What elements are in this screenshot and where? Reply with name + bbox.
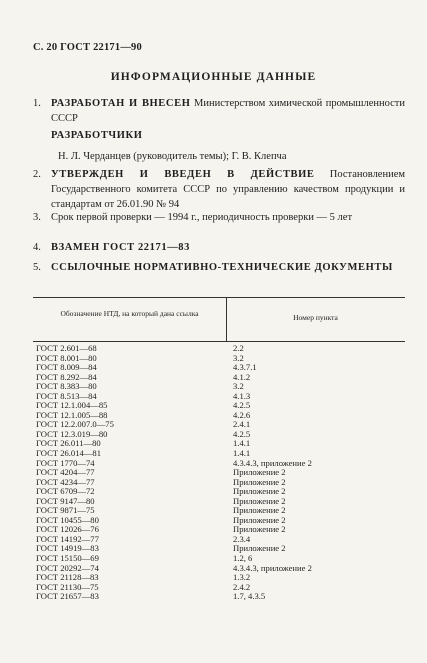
- item-3: [33, 210, 405, 240]
- item-caps: УТВЕРЖДЕН И ВВЕДЕН В ДЕЙСТВИЕ: [51, 169, 315, 180]
- item-number: 3.: [33, 212, 41, 223]
- clause-number: 4.2.6: [233, 409, 251, 420]
- clause-number: 4.3.4.3, приложение 2: [233, 562, 312, 573]
- developers-heading: РАЗРАБОТЧИКИ: [51, 130, 143, 141]
- clause-number: 1.3.2: [233, 572, 251, 583]
- clause-number: Приложение 2: [233, 505, 286, 516]
- ntd-designation: ГОСТ 21130—75: [36, 581, 99, 592]
- item-number: 4.: [33, 242, 41, 253]
- item-number: 2.: [33, 169, 41, 180]
- ntd-designation: ГОСТ 12.1.004—85: [36, 400, 108, 411]
- clause-number: 1.4.1: [233, 438, 251, 449]
- table-header-rule: [33, 341, 405, 342]
- ntd-designation: ГОСТ 6709—72: [36, 486, 95, 497]
- item-caps: РАЗРАБОТАН И ВНЕСЕН: [51, 98, 191, 109]
- ntd-designation: ГОСТ 12026—76: [36, 524, 99, 535]
- clause-number: Приложение 2: [233, 476, 286, 487]
- item-text: Постановлением Государственного комитета СССР по управлению качеством продукции и стандартам от 26.01.90 № 94: [51, 169, 406, 210]
- table-header-designation: Обозначение НТД, на который дана ссылка: [60, 309, 199, 318]
- table-header-clause: Номер пункта: [293, 313, 338, 322]
- clause-number: 4.2.5: [233, 400, 251, 411]
- page-header: С. 20 ГОСТ 22171—90: [33, 42, 142, 53]
- clause-number: 1.2, 6: [233, 553, 253, 564]
- table-row: [33, 592, 405, 602]
- ntd-designation: ГОСТ 4204—77: [36, 467, 95, 478]
- clause-number: 4.1.3: [233, 390, 251, 401]
- item-caps: ССЫЛОЧНЫЕ НОРМАТИВНО-ТЕХНИЧЕСКИЕ ДОКУМЕНТЫ: [51, 262, 393, 273]
- item-text: Министерством химической промышленности СССР: [51, 98, 405, 124]
- clause-number: 4.3.4.3, приложение 2: [233, 457, 312, 468]
- ntd-designation: ГОСТ 8.001—80: [36, 352, 97, 363]
- clause-number: Приложение 2: [233, 467, 286, 478]
- ntd-designation: ГОСТ 26.011—80: [36, 438, 101, 449]
- clause-number: 1.7, 4.3.5: [233, 591, 266, 602]
- ntd-designation: ГОСТ 10455—80: [36, 514, 99, 525]
- clause-number: Приложение 2: [233, 495, 286, 506]
- ntd-designation: ГОСТ 26.014—81: [36, 448, 102, 459]
- clause-number: Приложение 2: [233, 486, 286, 497]
- ntd-designation: ГОСТ 12.3.019—80: [36, 428, 108, 439]
- ntd-designation: ГОСТ 21128—83: [36, 572, 99, 583]
- ntd-designation: ГОСТ 8.009—84: [36, 362, 97, 373]
- ntd-designation: ГОСТ 1770—74: [36, 457, 95, 468]
- item-number: 5.: [33, 262, 41, 273]
- ntd-designation: ГОСТ 2.601—68: [36, 343, 97, 353]
- table-top-rule: [33, 297, 405, 298]
- clause-number: 1.4.1: [233, 448, 251, 459]
- clause-number: 3.2: [233, 381, 244, 392]
- ntd-designation: ГОСТ 8.513—84: [36, 390, 97, 401]
- clause-number: 4.2.5: [233, 428, 251, 439]
- ntd-designation: ГОСТ 9147—80: [36, 495, 95, 506]
- item-caps: ВЗАМЕН ГОСТ 22171—83: [51, 242, 191, 253]
- item-text: Срок первой проверки — 1994 г., периодичность проверки — 5 лет: [51, 212, 353, 223]
- ntd-designation: ГОСТ 9871—75: [36, 505, 95, 516]
- item-4: [33, 240, 405, 255]
- ntd-designation: ГОСТ 21657—83: [36, 591, 99, 602]
- clause-number: 4.3.7.1: [233, 362, 257, 373]
- ntd-designation: ГОСТ 4234—77: [36, 476, 95, 487]
- clause-number: 2.4.2: [233, 581, 251, 592]
- ntd-designation: ГОСТ 8.292—84: [36, 371, 97, 382]
- table-body: [33, 344, 405, 602]
- ntd-designation: ГОСТ 12.2.007.0—75: [36, 419, 114, 430]
- item-number: 1.: [33, 98, 41, 109]
- clause-number: 2.4.1: [233, 419, 251, 430]
- item-1: [33, 96, 405, 126]
- ntd-designation: ГОСТ 14192—77: [36, 533, 99, 544]
- ntd-designation: ГОСТ 14919—83: [36, 543, 99, 554]
- clause-number: 4.1.2: [233, 371, 251, 382]
- clause-number: 2.2: [233, 343, 244, 353]
- page-title: ИНФОРМАЦИОННЫЕ ДАННЫЕ: [110, 71, 317, 83]
- item-2: [33, 167, 405, 212]
- ntd-designation: ГОСТ 15150—69: [36, 553, 99, 564]
- clause-number: Приложение 2: [233, 543, 286, 554]
- item-5: [33, 260, 405, 290]
- clause-number: Приложение 2: [233, 524, 286, 535]
- ntd-designation: ГОСТ 8.383—80: [36, 381, 97, 392]
- clause-number: Приложение 2: [233, 514, 286, 525]
- ntd-designation: ГОСТ 20292—74: [36, 562, 99, 573]
- clause-number: 2.3.4: [233, 533, 251, 544]
- clause-number: 3.2: [233, 352, 244, 363]
- ntd-designation: ГОСТ 12.1.005—88: [36, 409, 108, 420]
- developers-list: Н. Л. Черданцев (руководитель темы); Г. В. Клепча: [58, 151, 287, 162]
